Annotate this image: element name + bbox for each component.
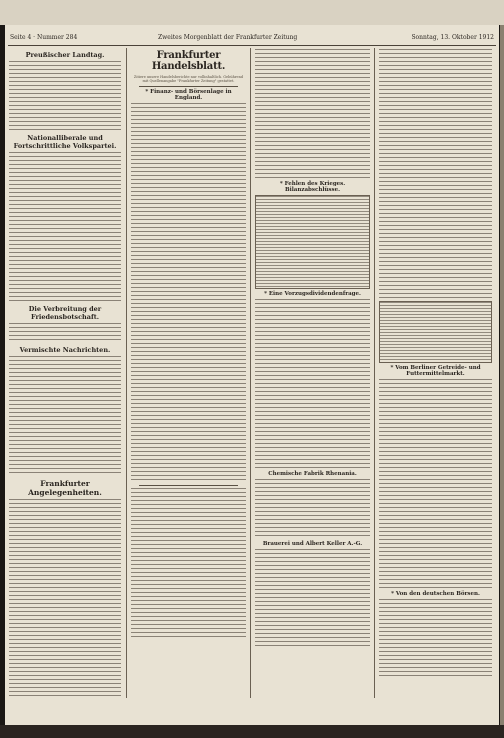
article-text [255,299,370,469]
article-text [9,499,121,698]
heading-deutsche-boersen: * Von den deutschen Börsen. [391,591,480,597]
article-text [131,103,246,483]
article-text [9,323,121,343]
article-text [9,61,121,131]
heading-preussischer-landtag: Preußischer Landtag. [25,51,105,59]
column-2 [131,48,246,698]
header-page-number: Seite 4 · Nummer 284 [10,34,78,41]
heading-vermischte-nachrichten: Vermischte Nachrichten. [19,346,111,354]
heading-finanzlage-england: * Finanz- und Börsenlage in England. [145,89,232,101]
article-text [9,152,121,302]
bottom-margin-strip [0,725,504,738]
article-text [379,379,492,589]
heading-getreidemarkt: * Vom Berliner Getreide- und Futtermittelmarkt. [390,365,481,377]
top-margin-strip [0,0,504,25]
article-text [255,549,370,649]
page-header [8,31,496,45]
article-text [9,356,121,476]
article-text [379,49,492,299]
heading-bilanzabschluesse: * Fehlen des Krieges. Bilanzabschlüsse. [279,181,346,193]
column-divider [126,48,127,698]
heading-rhenania: Chemische Fabrik Rhenania. [268,471,357,477]
article-text [131,488,246,638]
market-quotes-table [379,301,492,363]
divider [139,86,238,87]
article-text [255,49,370,179]
heading-nationalliberale: Nationalliberale und Fortschrittliche Volkspartei. [13,134,117,150]
reprint-note: Zitiere unsere Handelsberichte nur vollinhaltlich. Gebührend mit Quellenangabe "Frankfurter Zeitung" gestattet. [133,75,244,83]
column-3 [255,48,370,698]
header-date: Sonntag, 13. Oktober 1912 [411,34,494,41]
column-divider [374,48,375,698]
heading-brauerei-keller: Brauerei und Albert Keller A.-G. [262,541,363,547]
header-rule [8,45,496,46]
heading-vorzugsdividende: * Eine Vorzugsdividendenfrage. [264,291,361,297]
column-1 [9,48,121,698]
heading-frankfurter-angelegenheiten: Frankfurter Angelegenheiten. [28,479,102,497]
article-text [379,599,492,679]
heading-friedensbotschaft: Die Verbreitung der Friedensbotschaft. [28,305,102,321]
article-text [255,479,370,539]
heading-handelsblatt: Frankfurter Handelsblatt. [151,50,226,72]
column-4 [379,48,492,698]
page-edge [500,25,504,725]
divider [139,485,238,486]
column-divider [250,48,251,698]
statistics-table [255,195,370,289]
header-edition: Zweites Morgenblatt der Frankfurter Zeitung [158,34,298,41]
